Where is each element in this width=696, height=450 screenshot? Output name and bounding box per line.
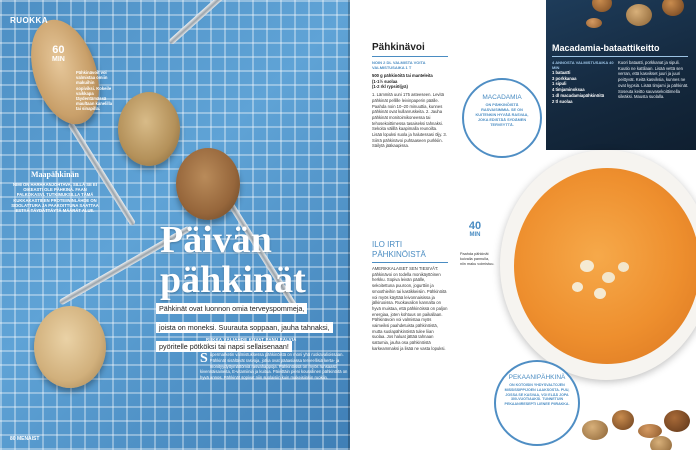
fact-circle-pecan [494,360,580,446]
photo-soup-top [546,0,696,150]
page-folio: 80 MENAIST [10,436,40,442]
macadamia-garnish [580,260,594,272]
drop-cap: S [200,351,208,366]
lede [156,296,350,353]
ingredient: 3 porkkanaa [552,75,577,81]
macadamia-garnish [572,282,583,292]
fact-text: ON KOTOISIN YHDYSVALTOJEN MISSISSIPPIJOEN LAAKSOSTA. PUU, JOSSA SE KASVAA, VOI ELÄÄ JOPA 300-VUOTIAAKSI. TUNNETUIN PEKAANIRESEPTI LIENEE PIIRAKKA. [504,383,570,407]
ingredient: 1 bataatti [552,70,571,75]
walnut-decoration [582,420,608,440]
time-badge [52,44,65,63]
recipe-method: 1. Lämmitä uuni 175 asteeseen. Levitä pähkinät pellille leivinpaperin päälle. Paahda noin 10–20 minuuttia, kunnes pähkinät ovat kullanruskeita. 2. Jauha pähkinät monitoimikoneessa tai tehosekoittimessa tasaiseksi tahnaksi. Sekoita välillä kaapimalla reunoilta. Lisää lopuksi suola ja halutessasi öljy. 3. Siirrä pähkinävoi puhtaaseen purkkiin. Säilytä jääkaapissa. [372,92,447,149]
recipe-meta: NOIN 2 DL VALMISTA VOITA VALMISTUSAIKA 1 T [372,60,426,70]
lede-line: joista on moneksi. Suurauta soppaan, jauha tahnaksi, [156,322,333,333]
article-text: AMERIKKALAISET SEN TIESIVÄT: pähkinävoi on todella monikäyttöinen herkku. Sopiva leivän päälle, sekoitettuna puuroon, jogurttiin ja smoothieihin tai kastikkeisiin. Pähkinöitä voi myös käyttää leivonnaisissa ja jälkiruoissa. Ruokavalion kannalta on hyvä muistaa, että pähkinöissä on paljon energiaa, joten kohtuus on paikallaan. Pähkinävoin voi valmistaa myös vaimeiksi paahdetuista pähkinöistä, mutta suolapähkinöistä tulee liian suolaa. Jos haluat jättää tahnaan sattumia, jauha osa pähkinöistä karkeammaksi ja lisää ne vasta lopuksi. [372,266,448,351]
fact-text: ON PÄHKINÖISTÄ RASVAISIMMIA. SE ON KUITENKIN HYVÄÄ RASVAA, JOKA EDISTÄÄ SYDÄMEN TERVEYTTÄ. [475,103,529,127]
time-number: 60 [52,44,65,56]
time-note: Paahda pähkinät kuivalla pannulla, niin maku voimistuu. [460,252,495,266]
time-unit: MIN [469,232,481,238]
intro-paragraph [200,352,350,381]
almond-decoration [586,18,602,28]
section-label: RUOKKA [10,16,49,25]
macadamia-garnish [618,262,629,272]
intro-text: upermarketin valmistuksessa pähkinöistä on moni yhä ruokavalioissaan. Pähkinät sisältävät rasvoja, jotka ovat pääasiassa terveellisiä kerta- ja monityydyttymättömiä rasvahappoja. Pähkinöissä on myös runsaasti kivennäisaineita, E-vitamiinia ja kuitua. Päivittäin pieni kourallinen pähkinöitä on hyvä annos. Pähkinät sopivat niin suolaisiin kuin makeisiinkin ruokiin. [200,352,348,381]
section-heading: ILO IRTI PÄHKINÖISTÄ [372,240,426,259]
time-badge [460,220,490,238]
ingredient: (1-2 rkl rypsiöljyä) [372,84,408,90]
soup-method: Kuori bataatti, porkkanat ja sipuli. Kuutio ne kattilaan. Lisää vettä sen verran, että kasvikset juuri ja juuri peittyvät. Keitä kasviksia, kunnes ne ovat kypsiä. Lisää timjami ja pähkinät. Soseuta keitto sauvasekoittimella sileäksi. Mausta suolalla. [618,60,689,100]
hazelnut-decoration [612,410,634,430]
spoon-hazelnut-butter [176,148,240,220]
divider [552,56,688,57]
ingredient: 1 sipuli [552,81,567,87]
time-number: 40 [468,220,482,232]
walnut-decoration [626,4,652,26]
page-title [160,220,350,300]
fact-title: MACADAMIA [482,94,522,101]
soup [514,168,696,364]
macadamia-garnish [602,272,615,283]
tip-title: Maapähkinän [30,170,80,179]
ingredient: 2 tl suolaa [552,98,573,104]
ingredient: 1 dl macadamiapähkinöitä [552,92,605,98]
tip-text: NIMI ON HARHAANJOHTAVA, SILLÄ SE EI OIKEASTI OLE PÄHKINÄ. FAAN PALKOKASVI. TUTKIMUKSILLA TÄMÄ KUKKAKASTIEEN PROTEIININLÄHDE ON SIDOLATTURA JA PAAKOITTUNA SAATTAA ESTYÄ TÄYDÄTTÄYTÄ MÄÄRÄT ALUE. [11,182,99,214]
recipe-title: Pähkinävoi [372,42,425,53]
lede-line: Pähkinät ovat luonnon omia terveyspommeja, [156,303,307,314]
right-page [350,0,696,450]
lede-line: pyöritelle pötköksi tai napsi sellaisenaan! [156,341,292,352]
byline: RIIKKA VÄLIAHDE KUVAT PANU PÄLVIÄ [206,337,297,342]
spoon-peanut-butter [118,92,180,166]
spoon-handle [168,0,276,45]
article-nut-tips [372,240,448,352]
macadamia-garnish [594,288,606,299]
fact-circle-macadamia [462,78,542,158]
spoon-note: Pähkinävoit voi valmistaa omiin makuihin sopiviksi. Kokeile vaikkapa täydentämässä maultaan kanelilla tai sinapilla. [76,70,113,112]
ingredient: 4 timjaminoksaa [552,87,585,93]
fact-title: PEKAANIPÄHKINÄ [508,374,566,381]
divider [372,56,448,57]
recipe-nut-butter [372,42,448,149]
tip-box [10,170,100,213]
divider [372,262,448,263]
time-unit: MIN [52,56,65,63]
soup-title: Macadamia-bataattikeitto [552,43,660,53]
ingredient: 500 g pähkinöitä tai manteleita [372,73,433,78]
soup-ingredients [552,60,614,104]
walnut-decoration [650,436,672,450]
ingredient: (1-1½ suolaa [372,78,398,84]
pecan-decoration [664,410,690,432]
title-line-1: Päivän [160,219,272,261]
spoon-cashew-butter [34,306,106,388]
title-line-2: pähkinät [160,259,306,301]
recipe-meta: 4 ANNOSTA VALMISTUSAIKA 40 MIN [552,60,614,70]
